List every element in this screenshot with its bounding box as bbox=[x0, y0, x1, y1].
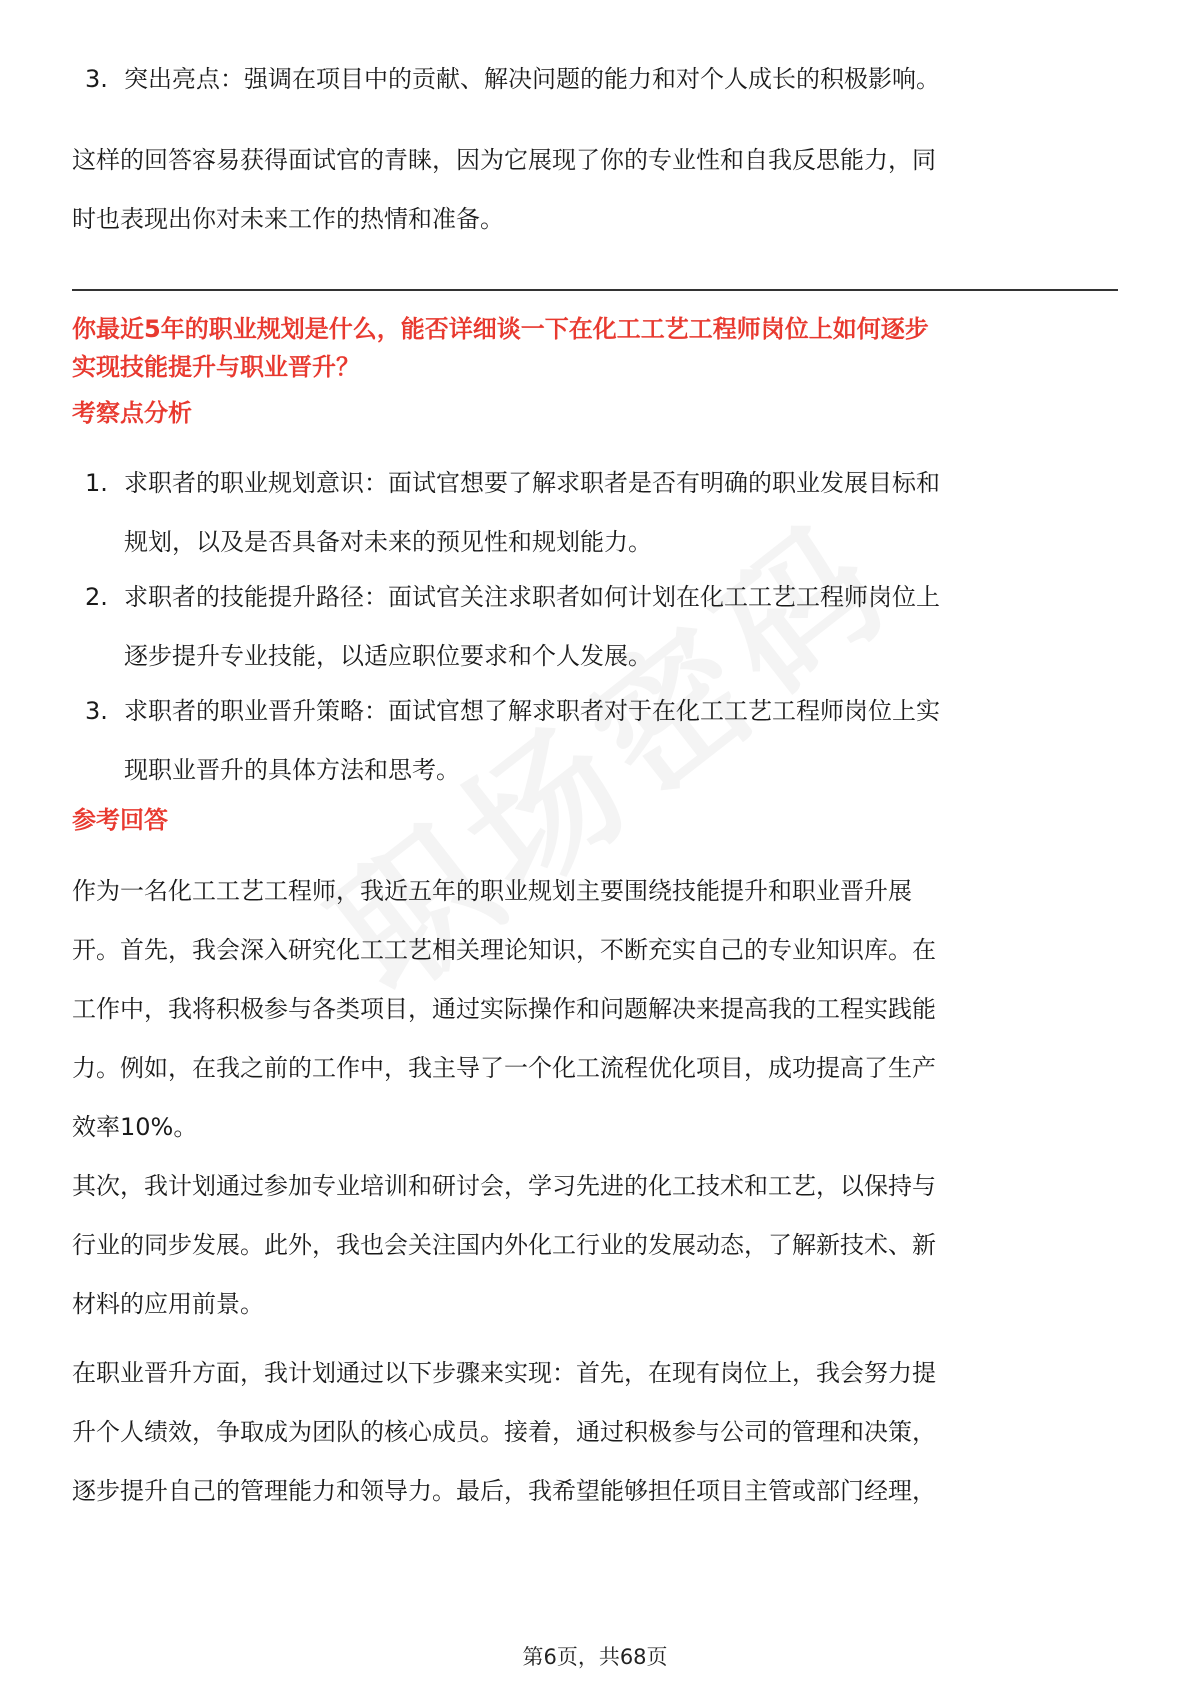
question-line: 你最近5年的职业规划是什么，能否详细谈一下在化工工艺工程师岗位上如何逐步 bbox=[72, 315, 929, 343]
answer-paragraph-3 bbox=[72, 1344, 1118, 1521]
list-line: 求职者的职业规划意识：面试官想要了解求职者是否有明确的职业发展目标和 bbox=[124, 469, 940, 497]
page-footer: 第6页，共68页 bbox=[522, 1645, 668, 1669]
paragraph-line: 时也表现出你对未来工作的热情和准备。 bbox=[72, 205, 504, 233]
paragraph-line: 效率10%。 bbox=[72, 1113, 198, 1141]
analysis-heading: 考察点分析 bbox=[72, 399, 192, 427]
paragraph-line: 开。首先，我会深入研究化工工艺相关理论知识，不断充实自己的专业知识库。在 bbox=[72, 936, 936, 964]
list-label: 突出亮点： bbox=[124, 65, 244, 93]
list-line: 规划，以及是否具备对未来的预见性和规划能力。 bbox=[124, 528, 652, 556]
list-line: 现职业晋升的具体方法和思考。 bbox=[124, 756, 460, 784]
answer-paragraph-2 bbox=[72, 1157, 1118, 1334]
paragraph-line: 这样的回答容易获得面试官的青睐，因为它展现了你的专业性和自我反思能力，同 bbox=[72, 146, 936, 174]
paragraph-line: 行业的同步发展。此外，我也会关注国内外化工行业的发展动态，了解新技术、新 bbox=[72, 1231, 936, 1259]
question-title bbox=[72, 310, 1118, 386]
paragraph-line: 材料的应用前景。 bbox=[72, 1290, 264, 1318]
answer-paragraph-1 bbox=[72, 862, 1118, 1157]
list-item bbox=[72, 568, 1118, 686]
list-number: 1. bbox=[85, 469, 108, 497]
list-item bbox=[72, 682, 1118, 800]
paragraph-line: 作为一名化工工艺工程师，我近五年的职业规划主要围绕技能提升和职业晋升展 bbox=[72, 877, 912, 905]
list-line: 逐步提升专业技能，以适应职位要求和个人发展。 bbox=[124, 642, 652, 670]
paragraph-line: 在职业晋升方面，我计划通过以下步骤来实现：首先，在现有岗位上，我会努力提 bbox=[72, 1359, 936, 1387]
paragraph-line: 升个人绩效，争取成为团队的核心成员。接着，通过积极参与公司的管理和决策， bbox=[72, 1418, 936, 1446]
list-line: 求职者的技能提升路径：面试官关注求职者如何计划在化工工艺工程师岗位上 bbox=[124, 583, 940, 611]
list-number: 3. bbox=[85, 65, 108, 93]
list-line: 求职者的职业晋升策略：面试官想了解求职者对于在化工工艺工程师岗位上实 bbox=[124, 697, 940, 725]
intro-paragraph bbox=[72, 131, 1118, 249]
list-text: 强调在项目中的贡献、解决问题的能力和对个人成长的积极影响。 bbox=[244, 65, 940, 93]
paragraph-line: 力。例如，在我之前的工作中，我主导了一个化工流程优化项目，成功提高了生产 bbox=[72, 1054, 936, 1082]
list-number: 2. bbox=[85, 583, 108, 611]
paragraph-line: 其次，我计划通过参加专业培训和研讨会，学习先进的化工技术和工艺，以保持与 bbox=[72, 1172, 936, 1200]
analysis-list bbox=[72, 454, 1118, 800]
list-item bbox=[72, 50, 1118, 109]
paragraph-line: 逐步提升自己的管理能力和领导力。最后，我希望能够担任项目主管或部门经理， bbox=[72, 1477, 936, 1505]
question-line: 实现技能提升与职业晋升？ bbox=[72, 353, 360, 381]
list-number: 3. bbox=[85, 697, 108, 725]
answer-heading: 参考回答 bbox=[72, 806, 168, 834]
paragraph-line: 工作中，我将积极参与各类项目，通过实际操作和问题解决来提高我的工程实践能 bbox=[72, 995, 936, 1023]
list-item bbox=[72, 454, 1118, 572]
top-list bbox=[72, 50, 1118, 109]
section-divider bbox=[72, 289, 1118, 291]
